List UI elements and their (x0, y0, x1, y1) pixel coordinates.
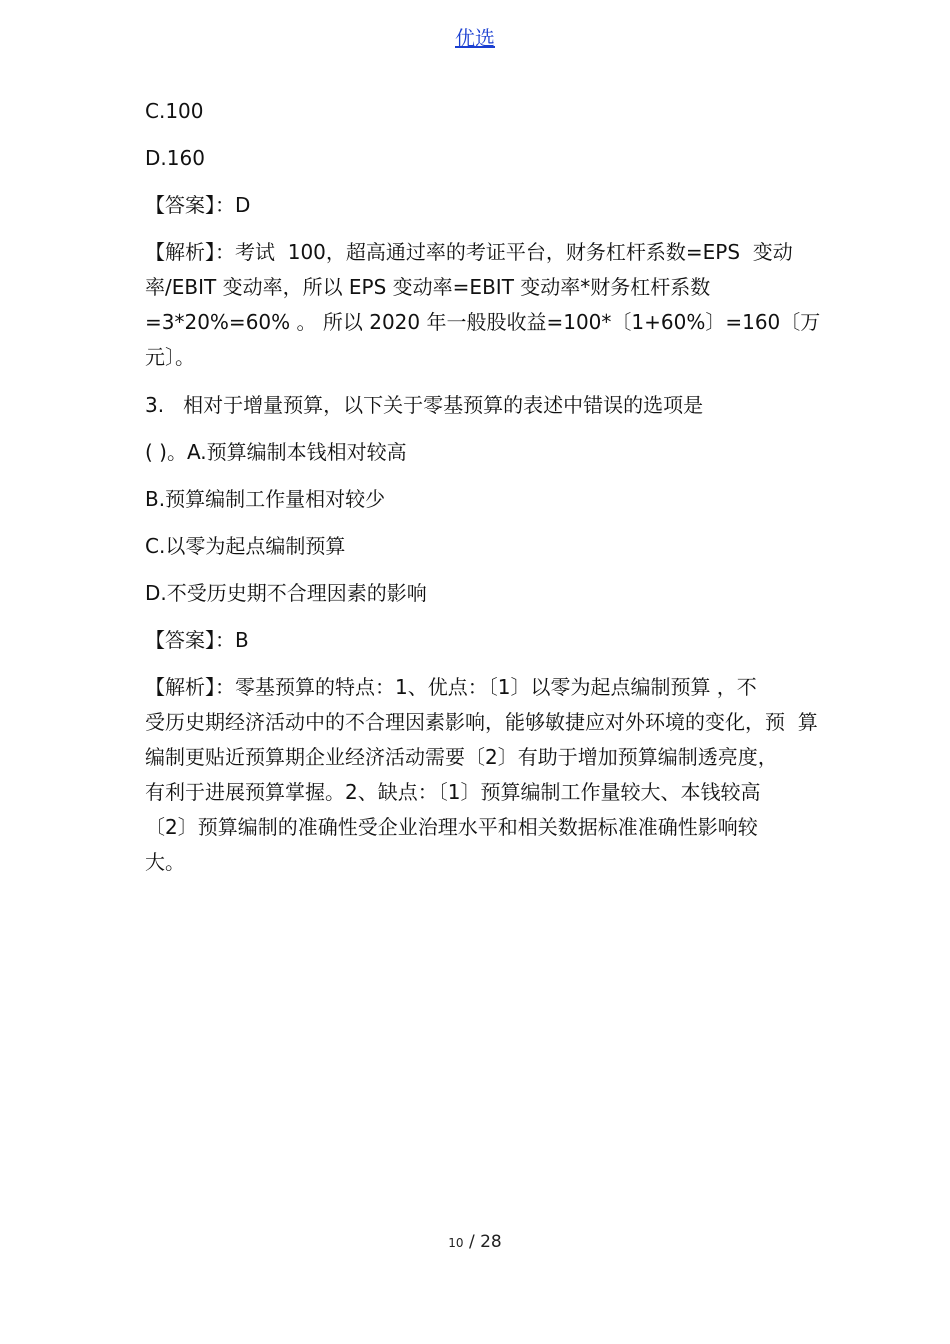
current-page: 10 (448, 1236, 464, 1250)
q3-explanation-line: 受历史期经济活动中的不合理因素影响，能够敏捷应对外环境的变化，预 算 (145, 710, 818, 734)
header-link[interactable]: 优选 (455, 26, 495, 50)
q3-stem-cont: ( )。A.预算编制本钱相对较高 (145, 440, 407, 464)
q3-option-c: C.以零为起点编制预算 (145, 534, 346, 558)
q2-explanation-line: 元〕。 (145, 345, 195, 369)
q2-answer: 【答案】：D (145, 193, 251, 217)
q3-explanation (145, 670, 818, 880)
page-number (0, 1232, 950, 1252)
q2-option-d: D.160 (145, 146, 205, 170)
q3-stem: 3. 相对于增量预算，以下关于零基预算的表述中错误的选项是 (145, 393, 704, 417)
q3-explanation-line: 编制更贴近预算期企业经济活动需要〔2〕有助于增加预算编制透亮度， (145, 745, 778, 769)
q3-explanation-line: 大。 (145, 850, 185, 874)
page-separator: / (463, 1232, 481, 1252)
q2-explanation-line: =3*20%=60% 。 所以 2020 年一般股收益=100*〔1+60%〕=160〔万 (145, 310, 821, 334)
q3-explanation-line: 有利于进展预算掌握。2、缺点：〔1〕预算编制工作量较大、本钱较高 (145, 780, 761, 804)
q3-explanation-line: 【解析】：零基预算的特点：1、优点：〔1〕以零为起点编制预算 ，不 (145, 675, 757, 699)
q3-explanation-line: 〔2〕预算编制的准确性受企业治理水平和相关数据标准准确性影响较 (145, 815, 758, 839)
q2-explanation-line: 率/EBIT 变动率，所以 EPS 变动率=EBIT 变动率*财务杠杆系数 (145, 275, 711, 299)
q3-answer: 【答案】：B (145, 628, 249, 652)
q3-option-b: B.预算编制工作量相对较少 (145, 487, 386, 511)
document-body (145, 94, 821, 893)
q2-explanation (145, 235, 821, 375)
q3-option-d: D.不受历史期不合理因素的影响 (145, 581, 427, 605)
q2-explanation-line: 【解析】：考试 100，超高通过率的考证平台，财务杠杆系数=EPS 变动 (145, 240, 793, 264)
total-pages: 28 (480, 1232, 502, 1252)
q2-option-c: C.100 (145, 99, 204, 123)
